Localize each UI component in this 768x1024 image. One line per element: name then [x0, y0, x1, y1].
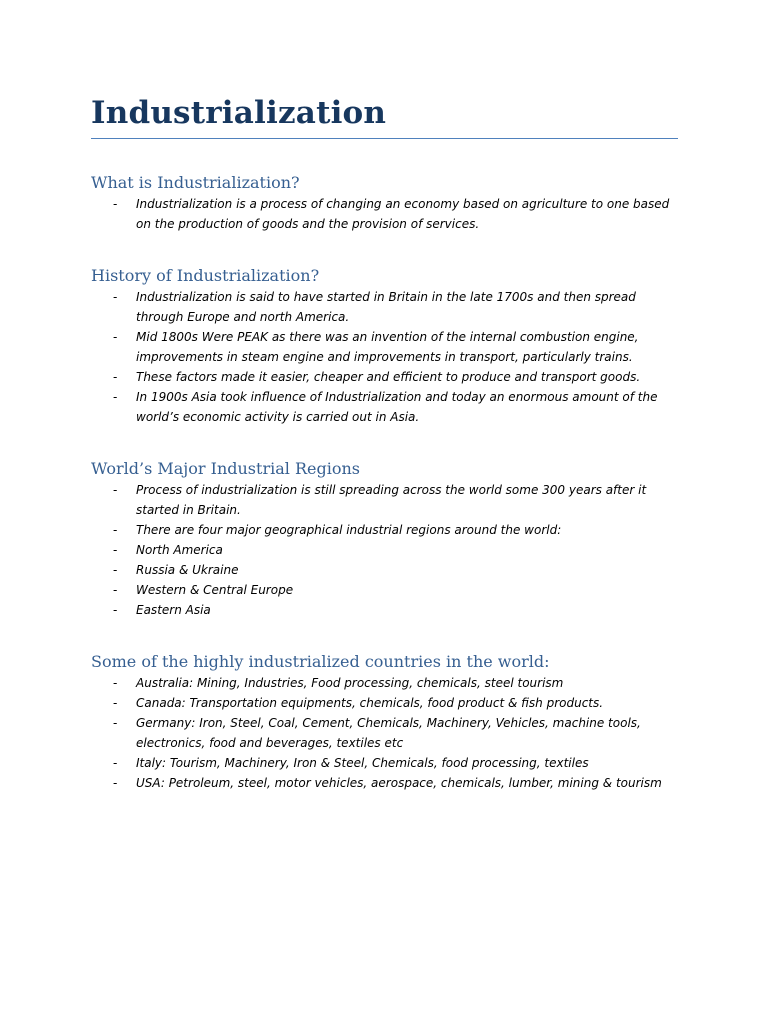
bullet-dash: -: [113, 716, 118, 730]
list-item: [91, 693, 681, 713]
list-item-text: There are four major geographical industrial regions around the world:: [136, 523, 562, 537]
list-item-text: These factors made it easier, cheaper and efficient to produce and transport goods.: [136, 370, 641, 384]
section-heading-what-is: What is Industrialization?: [91, 173, 300, 192]
list-item-text: Australia: Mining, Industries, Food processing, chemicals, steel tourism: [136, 676, 564, 690]
list-item-text: Process of industrialization is still spreading across the world some 300 years after it started in Britain.: [136, 483, 647, 517]
section-heading-history: History of Industrialization?: [91, 266, 320, 285]
bullet-dash: -: [113, 290, 118, 304]
list-item: [91, 540, 681, 560]
list-item: [91, 713, 681, 753]
list-item: [91, 773, 681, 793]
list-item-text: Mid 1800s Were PEAK as there was an invention of the internal combustion engine, improvements in steam engine and improvements in transport, particularly trains.: [136, 330, 639, 364]
list-item: [91, 600, 681, 620]
list-item: [91, 520, 681, 540]
bullet-list-history: [91, 287, 678, 427]
bullet-dash: -: [113, 676, 118, 690]
list-item: [91, 387, 681, 427]
bullet-dash: -: [113, 543, 118, 557]
section-heading-countries: Some of the highly industrialized countries in the world:: [91, 652, 550, 671]
document-title: Industrialization: [91, 95, 387, 131]
list-item: [91, 287, 681, 327]
list-item-text: Germany: Iron, Steel, Coal, Cement, Chemicals, Machinery, Vehicles, machine tools, electronics, food and beverages, textiles etc: [136, 716, 641, 750]
list-item: [91, 580, 681, 600]
list-item-text: Eastern Asia: [136, 603, 211, 617]
list-item: [91, 560, 681, 580]
bullet-dash: -: [113, 603, 118, 617]
list-item: [91, 753, 681, 773]
list-item: [91, 673, 681, 693]
bullet-dash: -: [113, 583, 118, 597]
bullet-dash: -: [113, 390, 118, 404]
bullet-dash: -: [113, 197, 118, 211]
list-item-text: Western & Central Europe: [136, 583, 294, 597]
bullet-dash: -: [113, 776, 118, 790]
bullet-dash: -: [113, 330, 118, 344]
bullet-list-what-is: [91, 194, 678, 234]
list-item-text: Industrialization is said to have started in Britain in the late 1700s and then spread through Europe and north America.: [136, 290, 636, 324]
bullet-list-regions: [91, 480, 678, 620]
list-item: [91, 367, 681, 387]
bullet-dash: -: [113, 756, 118, 770]
list-item-text: In 1900s Asia took influence of Industrialization and today an enormous amount of the world’s economic activity is carried out in Asia.: [136, 390, 658, 424]
list-item-text: Canada: Transportation equipments, chemicals, food product & fish products.: [136, 696, 604, 710]
bullet-dash: -: [113, 370, 118, 384]
bullet-dash: -: [113, 523, 118, 537]
title-underline: [91, 138, 678, 139]
list-item: [91, 480, 681, 520]
document-page: [91, 92, 678, 793]
bullet-list-countries: [91, 673, 678, 793]
list-item: [91, 327, 681, 367]
bullet-dash: -: [113, 483, 118, 497]
list-item-text: Russia & Ukraine: [136, 563, 239, 577]
bullet-dash: -: [113, 696, 118, 710]
bullet-dash: -: [113, 563, 118, 577]
list-item-text: North America: [136, 543, 223, 557]
list-item-text: USA: Petroleum, steel, motor vehicles, aerospace, chemicals, lumber, mining & tourism: [136, 776, 662, 790]
list-item-text: Industrialization is a process of changing an economy based on agriculture to one based on the production of goods and the provision of services.: [136, 197, 670, 231]
list-item-text: Italy: Tourism, Machinery, Iron & Steel, Chemicals, food processing, textiles: [136, 756, 589, 770]
list-item: [91, 194, 681, 234]
section-heading-regions: World’s Major Industrial Regions: [91, 459, 360, 478]
